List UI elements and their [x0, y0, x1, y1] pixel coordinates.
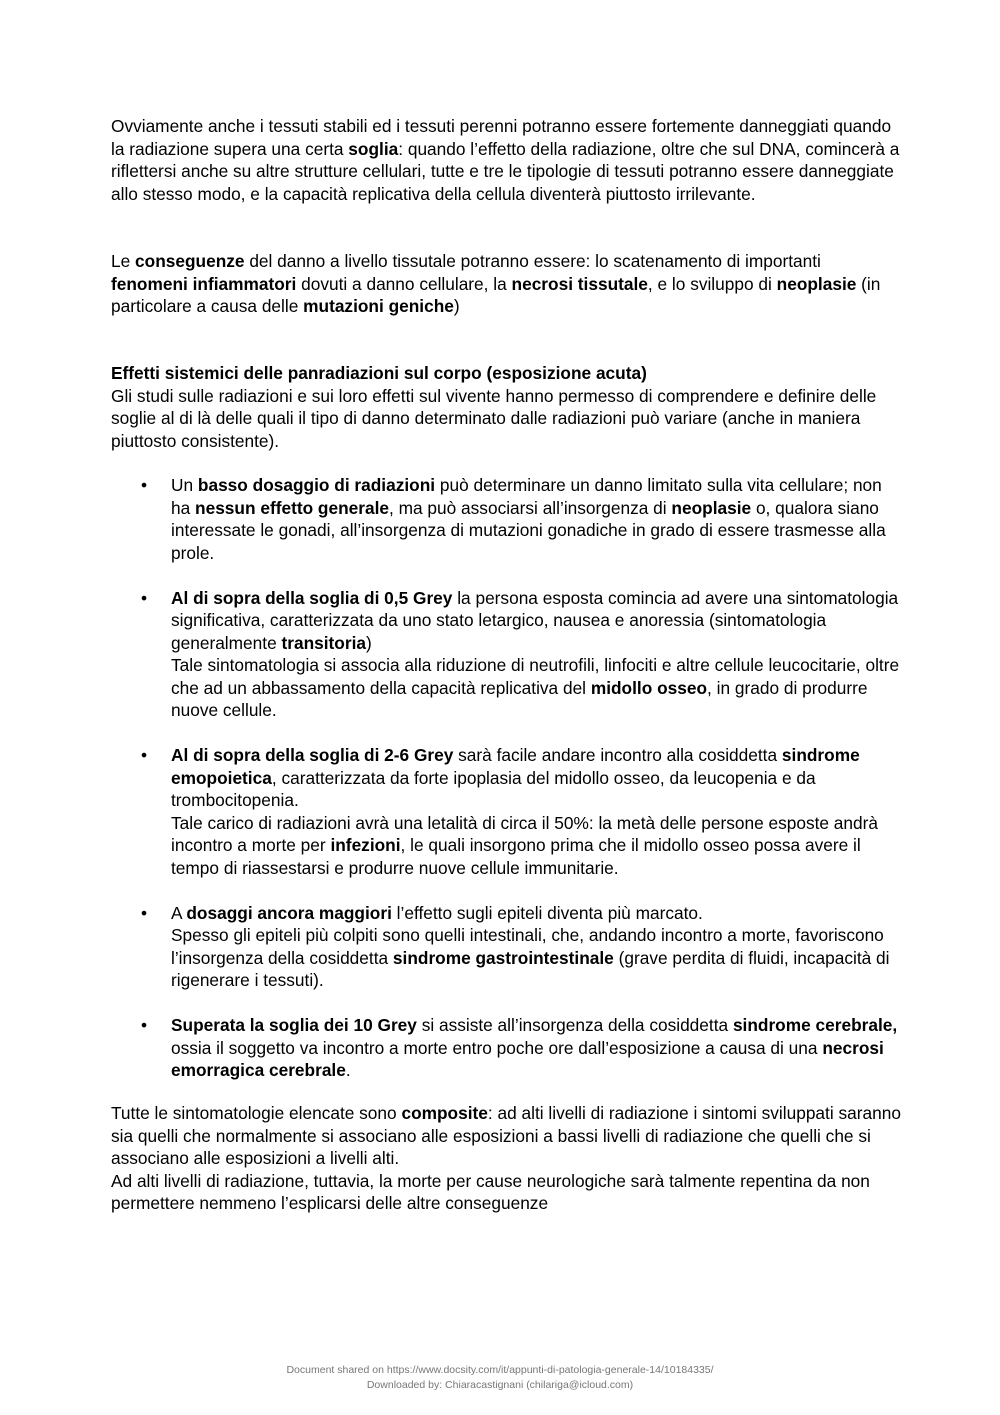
text: Tale sintomatologia si associa alla riduzione di neutrofili, linfociti e altre cellule leucocitarie, oltre che ad un abbassamento della capacità replicativa del [171, 655, 900, 698]
text: ) [366, 632, 372, 653]
list-item [111, 744, 901, 879]
bullet-icon: • [141, 587, 148, 608]
bold-text: soglia [348, 138, 399, 159]
text: del danno a livello tissutale potranno essere: lo scatenamento di importanti [244, 251, 821, 271]
section-effetti-sistemici [111, 362, 901, 452]
text: , in grado di produrre nuove cellule. [171, 677, 868, 720]
bold-text: midollo osseo [590, 677, 708, 698]
text: (grave perdita di fluidi, incapacità di rigenerare i tessuti). [171, 947, 890, 990]
section-heading: Effetti sistemici delle panradiazioni sul corpo (esposizione acuta) [111, 363, 647, 383]
list-item [111, 587, 901, 722]
text: Tutte le sintomatologie elencate sono [111, 1103, 402, 1123]
bold-text: necrosi tissutale [511, 273, 648, 294]
text: si assiste all’insorgenza della cosiddetta [416, 1015, 733, 1035]
text: Un [171, 475, 198, 495]
bold-text: neoplasie [776, 273, 857, 294]
text: ossia il soggetto va incontro a morte entro poche ore dall’esposizione a causa di una [171, 1037, 823, 1058]
bold-text: transitoria [281, 632, 366, 653]
bullet-icon: • [141, 745, 148, 765]
bullet-icon: • [141, 1015, 148, 1035]
list-item [111, 474, 901, 564]
bold-text: dosaggi ancora maggiori [186, 902, 392, 923]
text: può determinare un danno limitato sulla vita cellulare; non ha [171, 475, 882, 518]
text: , e lo sviluppo di [647, 273, 777, 294]
bold-text: sindrome gastrointestinale [392, 947, 614, 968]
bullet-icon: • [141, 902, 148, 923]
text: dovuti a danno cellulare, la [296, 273, 512, 294]
bold-text: Al di sopra della soglia di 2-6 Grey [171, 745, 454, 765]
bold-text: sindrome cerebrale, [732, 1015, 898, 1035]
text: Ovviamente anche i tessuti stabili ed i tessuti perenni potranno essere fortemente danneggiati quando la radiazione supera una certa [111, 116, 892, 159]
list-item [111, 902, 901, 992]
text: : ad alti livelli di radiazione i sintomi sviluppati saranno sia quelli che normalmente si associano alle esposizioni a bassi livelli di radiazione che quelli che si associano alle esposizioni a livelli alti. [111, 1103, 901, 1168]
bold-text: conseguenze [135, 251, 245, 271]
text: A [171, 902, 187, 923]
bullet-icon: • [141, 475, 148, 495]
bold-text: mutazioni geniche [303, 296, 454, 316]
text: Tale carico di radiazioni avrà una letalità di circa il 50%: la metà delle persone esposte andrà incontro a morte per [171, 812, 879, 855]
bold-text: nessun effetto generale [195, 497, 390, 518]
text: Ad alti livelli di radiazione, tuttavia, la morte per cause neurologiche sarà talmente repentina da non permettere nemmeno l’esplicarsi delle altre conseguenze [111, 1170, 870, 1213]
section-intro: Gli studi sulle radiazioni e sui loro effetti sul vivente hanno permesso di comprendere e definire delle soglie al di là delle quali il tipo di danno determinato dalle radiazioni può variare (anche in maniera piuttosto consistente). [111, 385, 877, 451]
threshold-list [111, 474, 901, 1104]
text: ) [453, 296, 460, 316]
paragraph-conclusione [111, 1102, 901, 1215]
text: Spesso gli epiteli più colpiti sono quelli intestinali, che, andando incontro a morte, favoriscono l’insorgenza della cosiddetta [171, 925, 884, 968]
bold-text: Superata la soglia dei 10 Grey [171, 1015, 417, 1035]
bold-text: composite [401, 1103, 488, 1123]
bold-text: fenomeni infiammatori [111, 273, 297, 294]
text: , le quali insorgono prima che il midollo osseo possa avere il tempo di riassestarsi e produrre nuove cellule immunitarie. [171, 835, 861, 878]
download-footer [0, 1363, 1000, 1393]
bold-text: infezioni [330, 835, 401, 855]
text: . [345, 1060, 351, 1080]
text: l’effetto sugli epiteli diventa più marcato. [391, 902, 703, 923]
text: : quando l’effetto della radiazione, oltre che sul DNA, comincerà a riflettersi anche su altre strutture cellulari, tutte e tre le tipologie di tessuti potranno essere danneggiate allo stesso modo, e la capacità replicativa della cellula diventerà piuttosto irrilevante. [111, 138, 900, 204]
footer-shared-link[interactable]: Document shared on https://www.docsity.com/it/appunti-di-patologia-generale-14/10184335/ [286, 1364, 714, 1376]
text: (in particolare a causa delle [111, 273, 881, 316]
paragraph-conseguenze [111, 250, 901, 318]
bold-text: basso dosaggio di radiazioni [197, 475, 436, 495]
text: o, qualora siano interessate le gonadi, all’insorgenza di mutazioni gonadiche in grado di essere trasmesse alla prole. [171, 497, 886, 563]
text: , ma può associarsi all’insorgenza di [389, 497, 672, 518]
paragraph-tessuti [111, 115, 901, 205]
bold-text: neoplasie [671, 497, 752, 518]
bold-text: sindrome emopoietica [171, 745, 860, 788]
text: Le [111, 251, 136, 271]
text: , caratterizzata da forte ipoplasia del midollo osseo, da leucopenia e da trombocitopenia. [171, 767, 816, 810]
bold-text: Al di sopra della soglia di 0,5 Grey [171, 587, 453, 608]
text: sarà facile andare incontro alla cosiddetta [453, 745, 782, 765]
footer-downloaded-by: Downloaded by: Chiaracastignani (chilariga@icloud.com) [366, 1379, 634, 1391]
text: la persona esposta comincia ad avere una sintomatologia significativa, caratterizzata da uno stato letargico, nausea e anoressia (sintomatologia generalmente [171, 587, 899, 653]
list-item [111, 1014, 901, 1082]
bold-text: necrosi emorragica cerebrale [171, 1037, 884, 1080]
